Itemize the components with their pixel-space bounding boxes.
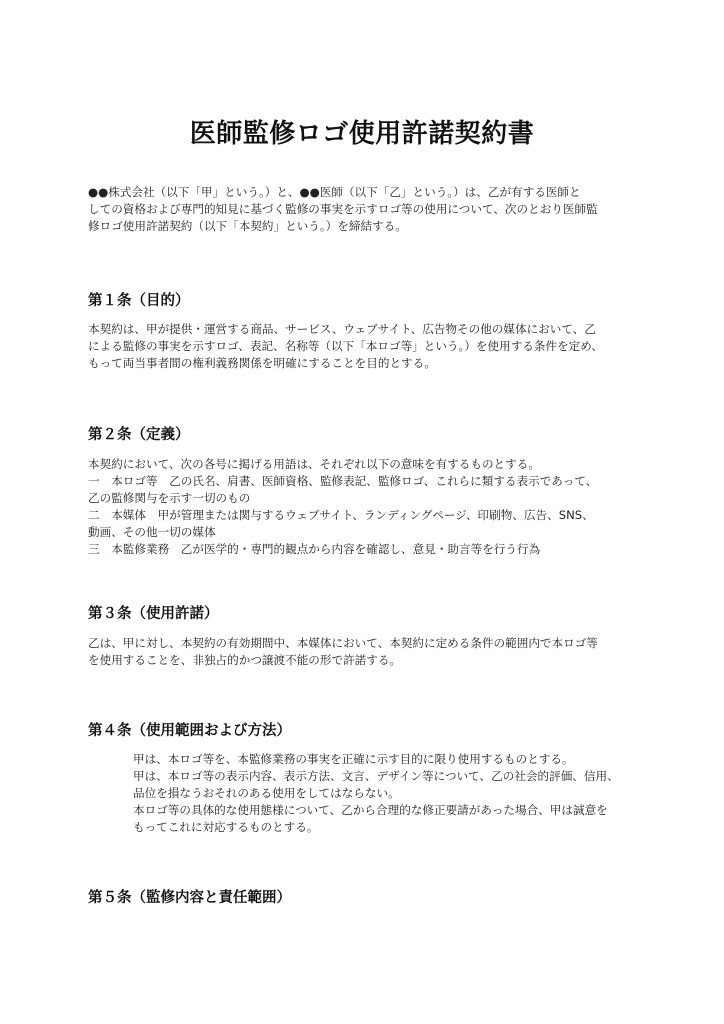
preamble-line: ●●株式会社（以下「甲」という。）と、●●医師（以下「乙」という。）は、乙が有する医師と [88,185,581,199]
definition-item: 一 本ロゴ等 乙の氏名、肩書、医師資格、監修表記、監修ロゴ、これらに類する表示であって、 [88,474,598,488]
definition-item: 二 本媒体 甲が管理または関与するウェブサイト、ランディングページ、印刷物、広告、SNS、 [88,508,594,522]
document-title: 医師監修ロゴ使用許諾契約書 [189,119,535,149]
preamble-line: 修ロゴ使用許諾契約（以下「本契約」という。）を締結する。 [88,219,407,233]
article-3-heading: 第３条（使用許諾） [88,606,219,622]
article-2-heading: 第２条（定義） [88,427,190,443]
article-1-heading: 第１条（目的） [88,293,190,309]
definition-item: 三 本監修業務 乙が医学的・専門的観点から内容を確認し、意見・助言等を行う行為 [88,542,541,556]
article-line: 本ロゴ等の具体的な使用態様について、乙から合理的な修正要請があった場合、甲は誠意を [133,803,608,817]
preamble-line: しての資格および専門的知見に基づく監修の事実を示すロゴ等の使用について、次のとおり医師監 [88,202,598,216]
article-2-body [88,456,648,558]
article-line: による監修の事実を示すロゴ、表記、名称等（以下「本ロゴ等」という。）を使用する条件を定め、 [88,339,603,353]
article-5-heading: 第５条（監修内容と責任範囲） [88,890,291,906]
article-line: もってこれに対応するものとする。 [133,820,319,834]
article-line: 甲は、本ロゴ等の表示内容、表示方法、文言、デザイン等について、乙の社会的評価、信用、 [133,769,619,783]
article-4-heading: 第４条（使用範囲および方法） [88,723,291,739]
article-1-body [88,321,648,372]
preamble [88,184,648,235]
definition-item: 動画、その他一切の媒体 [88,525,216,539]
article-line: 本契約において、次の各号に掲げる用語は、それぞれ以下の意味を有するものとする。 [88,457,540,471]
article-line: 乙は、甲に対し、本契約の有効期間中、本媒体において、本契約に定める条件の範囲内で本ロゴ等 [88,636,598,650]
article-line: 本契約は、甲が提供・運営する商品、サービス、ウェブサイト、広告物その他の媒体において、乙 [88,322,596,336]
definition-item: 乙の監修関与を示す一切のもの [88,491,251,505]
article-4-body [133,751,653,836]
article-line: を使用することを、非独占的かつ譲渡不能の形で許諾する。 [88,653,402,667]
article-3-body [88,635,648,669]
article-line: もって両当事者間の権利義務関係を明確にすることを目的とする。 [88,356,436,370]
article-line: 品位を損なうおそれのある使用をしてはならない。 [133,786,400,800]
article-line: 甲は、本ロゴ等を、本監修業務の事実を正確に示す目的に限り使用するものとする。 [133,752,574,766]
